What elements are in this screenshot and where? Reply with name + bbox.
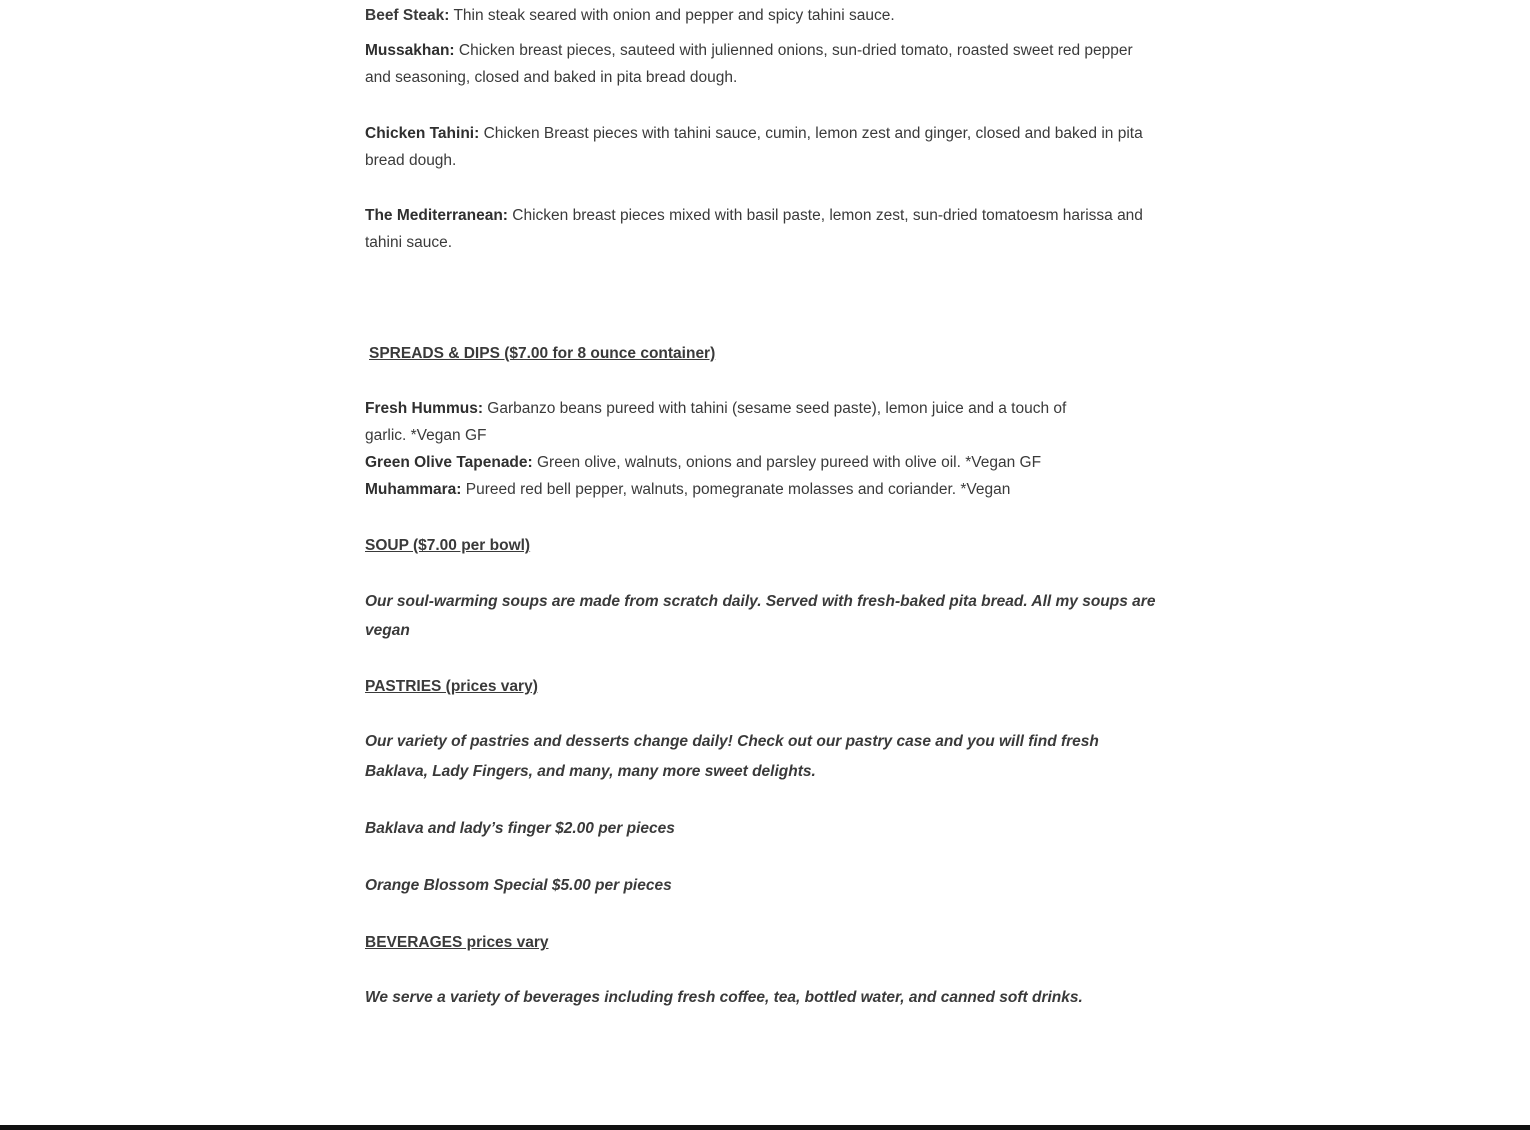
beverages-heading: BEVERAGES prices vary	[365, 934, 549, 951]
footer-divider	[0, 1125, 1530, 1130]
item-description: Pureed red bell pepper, walnuts, pomegranate molasses and coriander. *Vegan	[461, 481, 1011, 498]
item-description-cont: garlic. *Vegan GF	[365, 427, 487, 444]
item-description: Thin steak seared with onion and pepper and spicy tahini sauce.	[449, 6, 895, 24]
item-description: Green olive, walnuts, onions and parsley pureed with olive oil. *Vegan GF	[532, 454, 1042, 471]
item-name: Beef Steak:	[365, 6, 450, 24]
menu-item-tapenade	[365, 449, 1160, 476]
soup-heading: SOUP ($7.00 per bowl)	[365, 537, 531, 554]
item-name: Fresh Hummus:	[365, 400, 483, 417]
section-heading-soup	[365, 532, 1160, 559]
item-description: Garbanzo beans pureed with tahini (sesame seed paste), lemon juice and a touch of	[483, 400, 1067, 417]
pastries-heading: PASTRIES (prices vary)	[365, 678, 538, 695]
pastry-baklava-price: Baklava and lady’s finger $2.00 per pieces	[365, 820, 675, 837]
section-heading-beverages	[365, 929, 1160, 956]
menu-item-mediterranean	[365, 202, 1160, 256]
item-name: The Mediterranean:	[365, 207, 508, 224]
item-description: Chicken breast pieces, sauteed with julienned onions, sun-dried tomato, roasted sweet red pepper and seasoning, closed and baked in pita bread dough.	[365, 42, 1133, 86]
pastry-orange-price: Orange Blossom Special $5.00 per pieces	[365, 877, 672, 894]
beverages-description: We serve a variety of beverages including fresh coffee, tea, bottled water, and canned soft drinks.	[365, 989, 1083, 1006]
section-heading-pastries	[365, 673, 1160, 700]
spreads-heading: SPREADS & DIPS ($7.00 for 8 ounce container)	[369, 345, 716, 362]
menu-item-mussakhan	[365, 37, 1160, 91]
item-description: Chicken breast pieces mixed with basil paste, lemon zest, sun-dried tomatoesm harissa and tahini sauce.	[365, 207, 1143, 251]
menu-item-chicken-tahini	[365, 120, 1160, 174]
item-name: Green Olive Tapenade:	[365, 454, 533, 471]
section-heading-spreads	[369, 340, 1164, 367]
item-description: Chicken Breast pieces with tahini sauce, cumin, lemon zest and ginger, closed and baked in pita bread dough.	[365, 125, 1143, 169]
menu-item-beef-steak	[365, 2, 1160, 29]
menu-item-muhammara	[365, 476, 1160, 503]
item-name: Mussakhan:	[365, 42, 455, 59]
item-name: Chicken Tahini:	[365, 125, 480, 142]
item-name: Muhammara:	[365, 481, 462, 498]
pastries-description: Our variety of pastries and desserts change daily! Check out our pastry case and you will find fresh Baklava, Lady Fingers, and many, many more sweet delights.	[365, 733, 1099, 780]
soup-description: Our soul-warming soups are made from scratch daily. Served with fresh-baked pita bread. All my soups are vegan	[365, 593, 1156, 639]
menu-item-hummus	[365, 395, 1160, 449]
